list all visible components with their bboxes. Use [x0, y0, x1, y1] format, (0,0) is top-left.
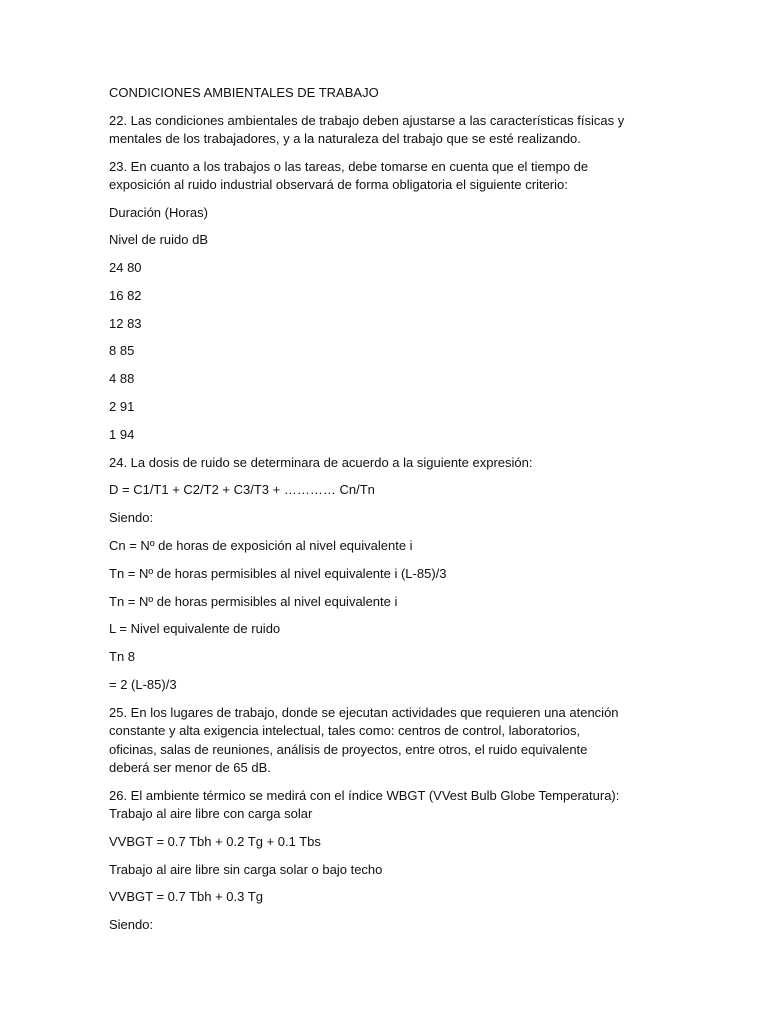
- noise-table-row: 2 91: [109, 399, 135, 415]
- definition-cn: Cn = Nº de horas de exposición al nivel equivalente i: [109, 538, 413, 554]
- duration-header: Duración (Horas): [109, 204, 208, 220]
- document-title: CONDICIONES AMBIENTALES DE TRABAJO: [109, 85, 379, 100]
- wbgt-formula-indoor: VVBGT = 0.7 Tbh + 0.3 Tg: [109, 889, 263, 905]
- noise-table-row: 8 85: [109, 343, 135, 359]
- definition-tn: Tn = Nº de horas permisibles al nivel equivalente i: [109, 593, 398, 609]
- paragraph-26: 26. El ambiente térmico se medirá con el índice WBGT (VVest Bulb Globe Temperatura): Trabajo al aire libre con carga solar: [109, 787, 620, 822]
- noise-table-row: 12 83: [109, 315, 142, 331]
- noise-table-row: 24 80: [109, 260, 142, 276]
- tn-value: Tn 8: [109, 649, 136, 665]
- siendo-label: Siendo:: [109, 917, 154, 933]
- paragraph-23: 23. En cuanto a los trabajos o las tareas, debe tomarse en cuenta que el tiempo de exposición al ruido industrial observará de forma obligatoria el siguiente criterio:: [109, 158, 589, 192]
- definition-tn: Tn = Nº de horas permisibles al nivel equivalente i (L-85)/3: [109, 565, 447, 581]
- paragraph-22: 22. Las condiciones ambientales de trabajo deben ajustarse a las características físicas y mentales de los trabajadores, y a la naturaleza del trabajo que se esté realizando.: [109, 112, 625, 146]
- noise-table: [109, 259, 629, 444]
- noise-level-header: Nivel de ruido dB: [109, 232, 208, 248]
- definition-l: L = Nivel equivalente de ruido: [109, 621, 281, 637]
- noise-table-row: 4 88: [109, 371, 135, 387]
- noise-table-row: 1 94: [109, 426, 135, 442]
- wbgt-formula-solar: VVBGT = 0.7 Tbh + 0.2 Tg + 0.1 Tbs: [109, 833, 321, 849]
- tn-equation: = 2 (L-85)/3: [109, 677, 177, 693]
- paragraph-24: 24. La dosis de ruido se determinara de acuerdo a la siguiente expresión:: [109, 454, 533, 470]
- indoor-heading: Trabajo al aire libre sin carga solar o bajo techo: [109, 861, 383, 877]
- dose-formula: D = C1/T1 + C2/T2 + C3/T3 + ………… Cn/Tn: [109, 482, 375, 498]
- document-body: [109, 84, 629, 944]
- siendo-label: Siendo:: [109, 510, 154, 526]
- noise-table-row: 16 82: [109, 287, 142, 303]
- paragraph-25: 25. En los lugares de trabajo, donde se ejecutan actividades que requieren una atención constante y alta exigencia intelectual, tales como: centros de control, laboratorios, oficinas, salas de reuniones, análisis de proyectos, entre otros, el ruido equivalente deberá ser menor de 65 dB.: [109, 704, 619, 776]
